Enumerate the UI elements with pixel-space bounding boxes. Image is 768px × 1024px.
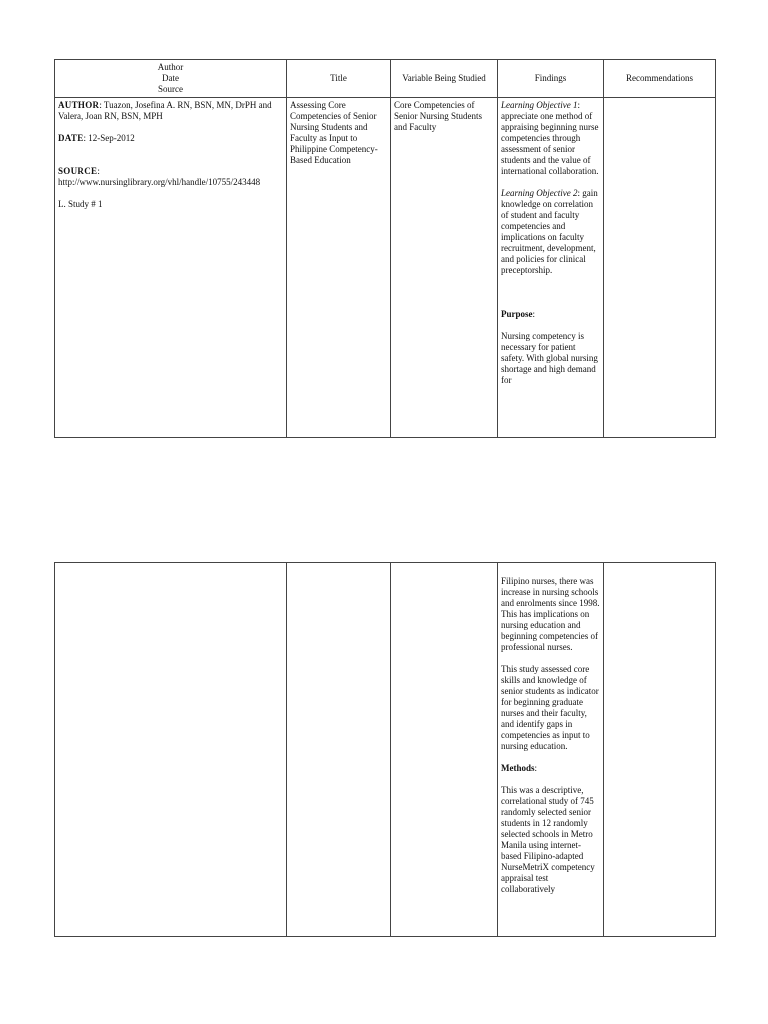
lo2-text: : gain knowledge on correlation of student and faculty competencies and implications on faculty recruitment, development, and policies for clinical preceptorship. [501, 188, 598, 275]
findings-cell [498, 98, 604, 438]
header-row [55, 60, 716, 98]
table-row [55, 563, 716, 937]
header-variable: Variable Being Studied [391, 60, 498, 98]
lo2-label: Learning Objective 2 [501, 188, 578, 198]
purpose-colon: : [532, 309, 536, 319]
header-source: Source [158, 84, 183, 94]
lo1-label: Learning Objective 1 [501, 100, 578, 110]
recommendations-cell [604, 98, 716, 438]
recommendations-cell [604, 563, 716, 937]
purpose-label: Purpose [501, 309, 533, 319]
author-date-source-cell [55, 563, 287, 937]
date-value: : 12-Sep-2012 [83, 133, 135, 143]
source-label: SOURCE [58, 166, 98, 176]
methods-heading [501, 763, 600, 774]
author-label: AUTHOR [58, 100, 100, 110]
study-number: L. Study # 1 [58, 199, 103, 209]
learning-objective-1 [501, 100, 600, 177]
purpose-text: Nursing competency is necessary for patient safety. With global nursing shortage and high demand for [501, 331, 598, 385]
header-findings: Findings [498, 60, 604, 98]
findings-paragraph: This study assessed core skills and knowledge of senior students as indicator for beginning graduate nurses and their faculty, and identify gaps in competencies as input to nursing education. [501, 664, 599, 751]
lo1-text: : appreciate one method of appraising beginning nurse competencies through assessment of senior students and the value of international collaboration. [501, 100, 599, 176]
source-colon: : [97, 166, 100, 176]
header-title: Title [287, 60, 391, 98]
author-value: : Tuazon, Josefina A. RN, BSN, MN, DrPH and Valera, Joan RN, BSN, MPH [58, 100, 272, 121]
methods-text: This was a descriptive, correlational study of 745 randomly selected senior students in 12 randomly selected schools in Metro Manila using internet-based Filipino-adapted NurseMetriX competency appraisal test collaboratively [501, 785, 595, 894]
findings-paragraph: Filipino nurses, there was increase in nursing schools and enrolments since 1998. This has implications on nursing education and beginning competencies of professional nurses. [501, 576, 600, 652]
methods-colon: : [534, 763, 538, 773]
learning-objective-2 [501, 188, 600, 276]
title-cell [287, 563, 391, 937]
header-author-date-source [55, 60, 287, 98]
purpose-heading [501, 309, 600, 320]
table-row [55, 98, 716, 438]
source-url: http://www.nursinglibrary.org/vhl/handle/10755/243448 [58, 177, 261, 187]
author-date-source-cell [55, 98, 287, 438]
header-author: Author [157, 62, 184, 72]
source-entry [58, 166, 283, 177]
header-date: Date [162, 73, 179, 83]
literature-table-page-2 [54, 562, 716, 937]
title-cell: Assessing Core Competencies of Senior Nursing Students and Faculty as Input to Philippine Competency-Based Education [287, 98, 391, 438]
variable-cell: Core Competencies of Senior Nursing Students and Faculty [391, 98, 498, 438]
date-entry [58, 133, 283, 144]
variable-cell [391, 563, 498, 937]
author-entry [58, 100, 283, 122]
findings-cell [498, 563, 604, 937]
methods-label: Methods [501, 763, 535, 773]
literature-table-page-1 [54, 59, 716, 438]
date-label: DATE [58, 133, 84, 143]
header-recommendations: Recommendations [604, 60, 716, 98]
